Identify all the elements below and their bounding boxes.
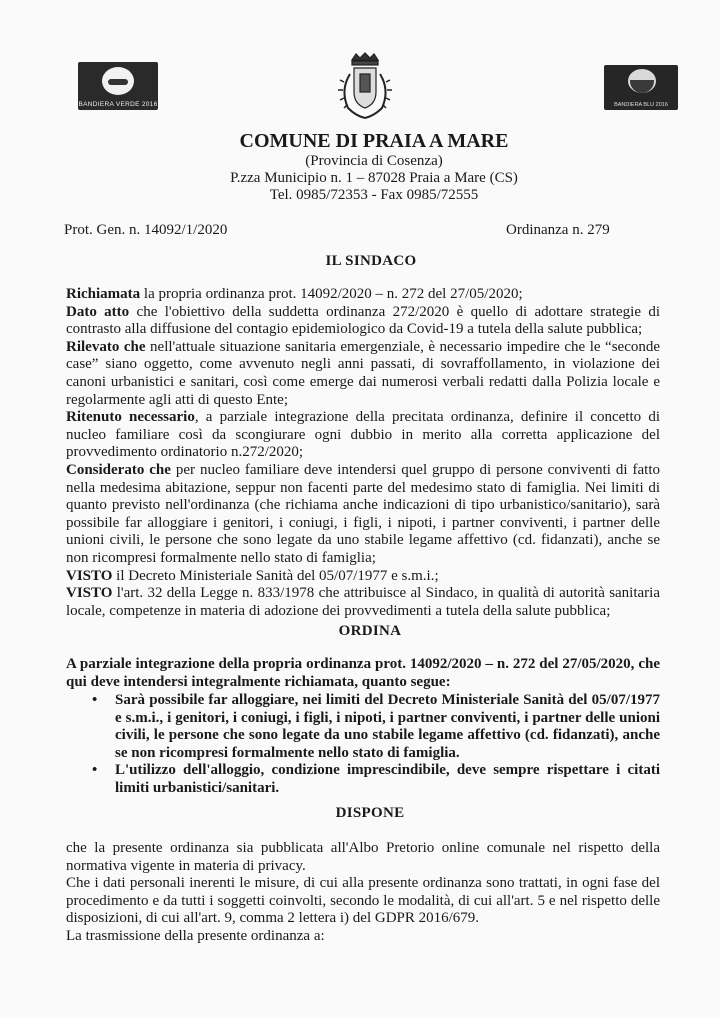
premise-rilevato: Rilevato che nell'attuale situazione sanitaria emergenziale, è necessario impedire che le “seconde case” siano oggetto, come avvenuto negli anni passati, di sovraffollamento, in violazione dei canoni urbanistici e sanitari, così come emerge dai numerosi verbali redatti dalla Polizia locale e regolarmente agli atti di questo Ente; [66,338,661,408]
dispone-paragraph: Che i dati personali inerenti le misure, di cui alla presente ordinanza sono trattati, in ogni fase del procedimento e da tutti i soggetti coinvolti, secondo le modalità, di cui all'art. 5 e nel rispetto delle disposizioni, di cui all'art. 9, comma 2 lettera i) del GDPR 2016/679. [66,875,660,927]
dispone-block [66,840,660,946]
bandiera-blu-caption: BANDIERA BLU 2016 [614,102,668,108]
premise-visto-decreto: VISTO il Decreto Ministeriale Sanità del 05/07/1977 e s.m.i.; [66,567,439,584]
ordinance-number: Ordinanza n. 279 [506,222,610,238]
address-line: P.zza Municipio n. 1 – 87028 Praia a Mare (CS) [230,170,518,186]
municipality-title: COMUNE DI PRAIA A MARE [239,130,509,152]
list-item: • Sarà possibile far alloggiare, nei limiti del Decreto Ministeriale Sanità del 05/07/1977 e s.m.i., i genitori, i coniugi, i figli, i nipoti, i partner conviventi, i partner delle unioni civili, le persone che sono legate da uno stabile legame affettivo (cd. fidanzati), anche se non ricompresi formalmente nello stato di famiglia. [92,692,660,761]
ordina-heading: ORDINA [338,623,402,639]
ordina-intro: A parziale integrazione della propria ordinanza prot. 14092/2020 – n. 272 del 27/05/2020, che qui deve intendersi integralmente richiamata, quanto segue: [66,656,660,690]
sindaco-heading: IL SINDACO [325,253,417,269]
premise-ritenuto: Ritenuto necessario, a parziale integrazione della precitata ordinanza, definire il concetto di nucleo familiare così da scongiurare ogni dubbio in merito alla corretta applicazione del provvedimento ordinatorio n.272/2020; [66,409,660,461]
green-flag-emblem-icon [102,67,134,95]
dispone-paragraph: che la presente ordinanza sia pubblicata all'Albo Pretorio online comunale nel rispetto della normativa vigente in materia di privacy. [66,840,660,874]
premise-considerato: Considerato che per nucleo familiare deve intendersi quel gruppo di persone conviventi di fatto nella medesima abitazione, seppur non facenti parte del medesimo stato di famiglia. Nei limiti di quanto previsto nell'ordinanza (che richiama anche indicazioni di tipo urbanistico/sanitario), sarà possibile far alloggiare i genitori, i coniugi, i figli, i nipoti, i partner conviventi, i partner delle unioni civili, le persone che sono legate da uno stabile legame affettivo (cd. fidanzati), anche se non ricompresi formalmente nello stato di famiglia; [66,461,661,566]
dispone-paragraph: La trasmissione della presente ordinanza a: [66,927,325,944]
dispone-heading: DISPONE [335,805,405,821]
list-item: • L'utilizzo dell'alloggio, condizione imprescindibile, deve sempre rispettare i citati limiti urbanistici/sanitari. [92,762,660,796]
phone-fax-line: Tel. 0985/72353 - Fax 0985/72555 [269,187,479,203]
bullet-icon: • [92,762,98,779]
bandiera-verde-logo [78,62,158,110]
premise-visto-legge: VISTO l'art. 32 della Legge n. 833/1978 che attribuisce al Sindaco, in qualità di autorità sanitaria locale, competenze in materia di adozione dei provvedimenti a tutela della salute pubblica; [66,585,660,619]
blue-flag-emblem-icon [628,69,656,93]
protocol-number: Prot. Gen. n. 14092/1/2020 [64,222,228,238]
premise-richiamata: Richiamata la propria ordinanza prot. 14092/2020 – n. 272 del 27/05/2020; [66,286,523,302]
ordina-list [66,692,660,798]
province-line: (Provincia di Cosenza) [305,153,443,169]
town-crest-icon [330,52,400,124]
bandiera-verde-caption: BANDIERA VERDE 2016 [78,101,158,108]
premises-block [66,286,660,620]
bullet-icon: • [92,692,98,708]
bandiera-blu-logo [604,65,678,110]
premise-dato-atto: Dato atto che l'obiettivo della suddetta ordinanza 272/2020 è quello di adottare strategie di contrasto alla diffusione del contagio epidemiologico da Covid-19 a tutela della salute pubblica; [66,303,660,338]
